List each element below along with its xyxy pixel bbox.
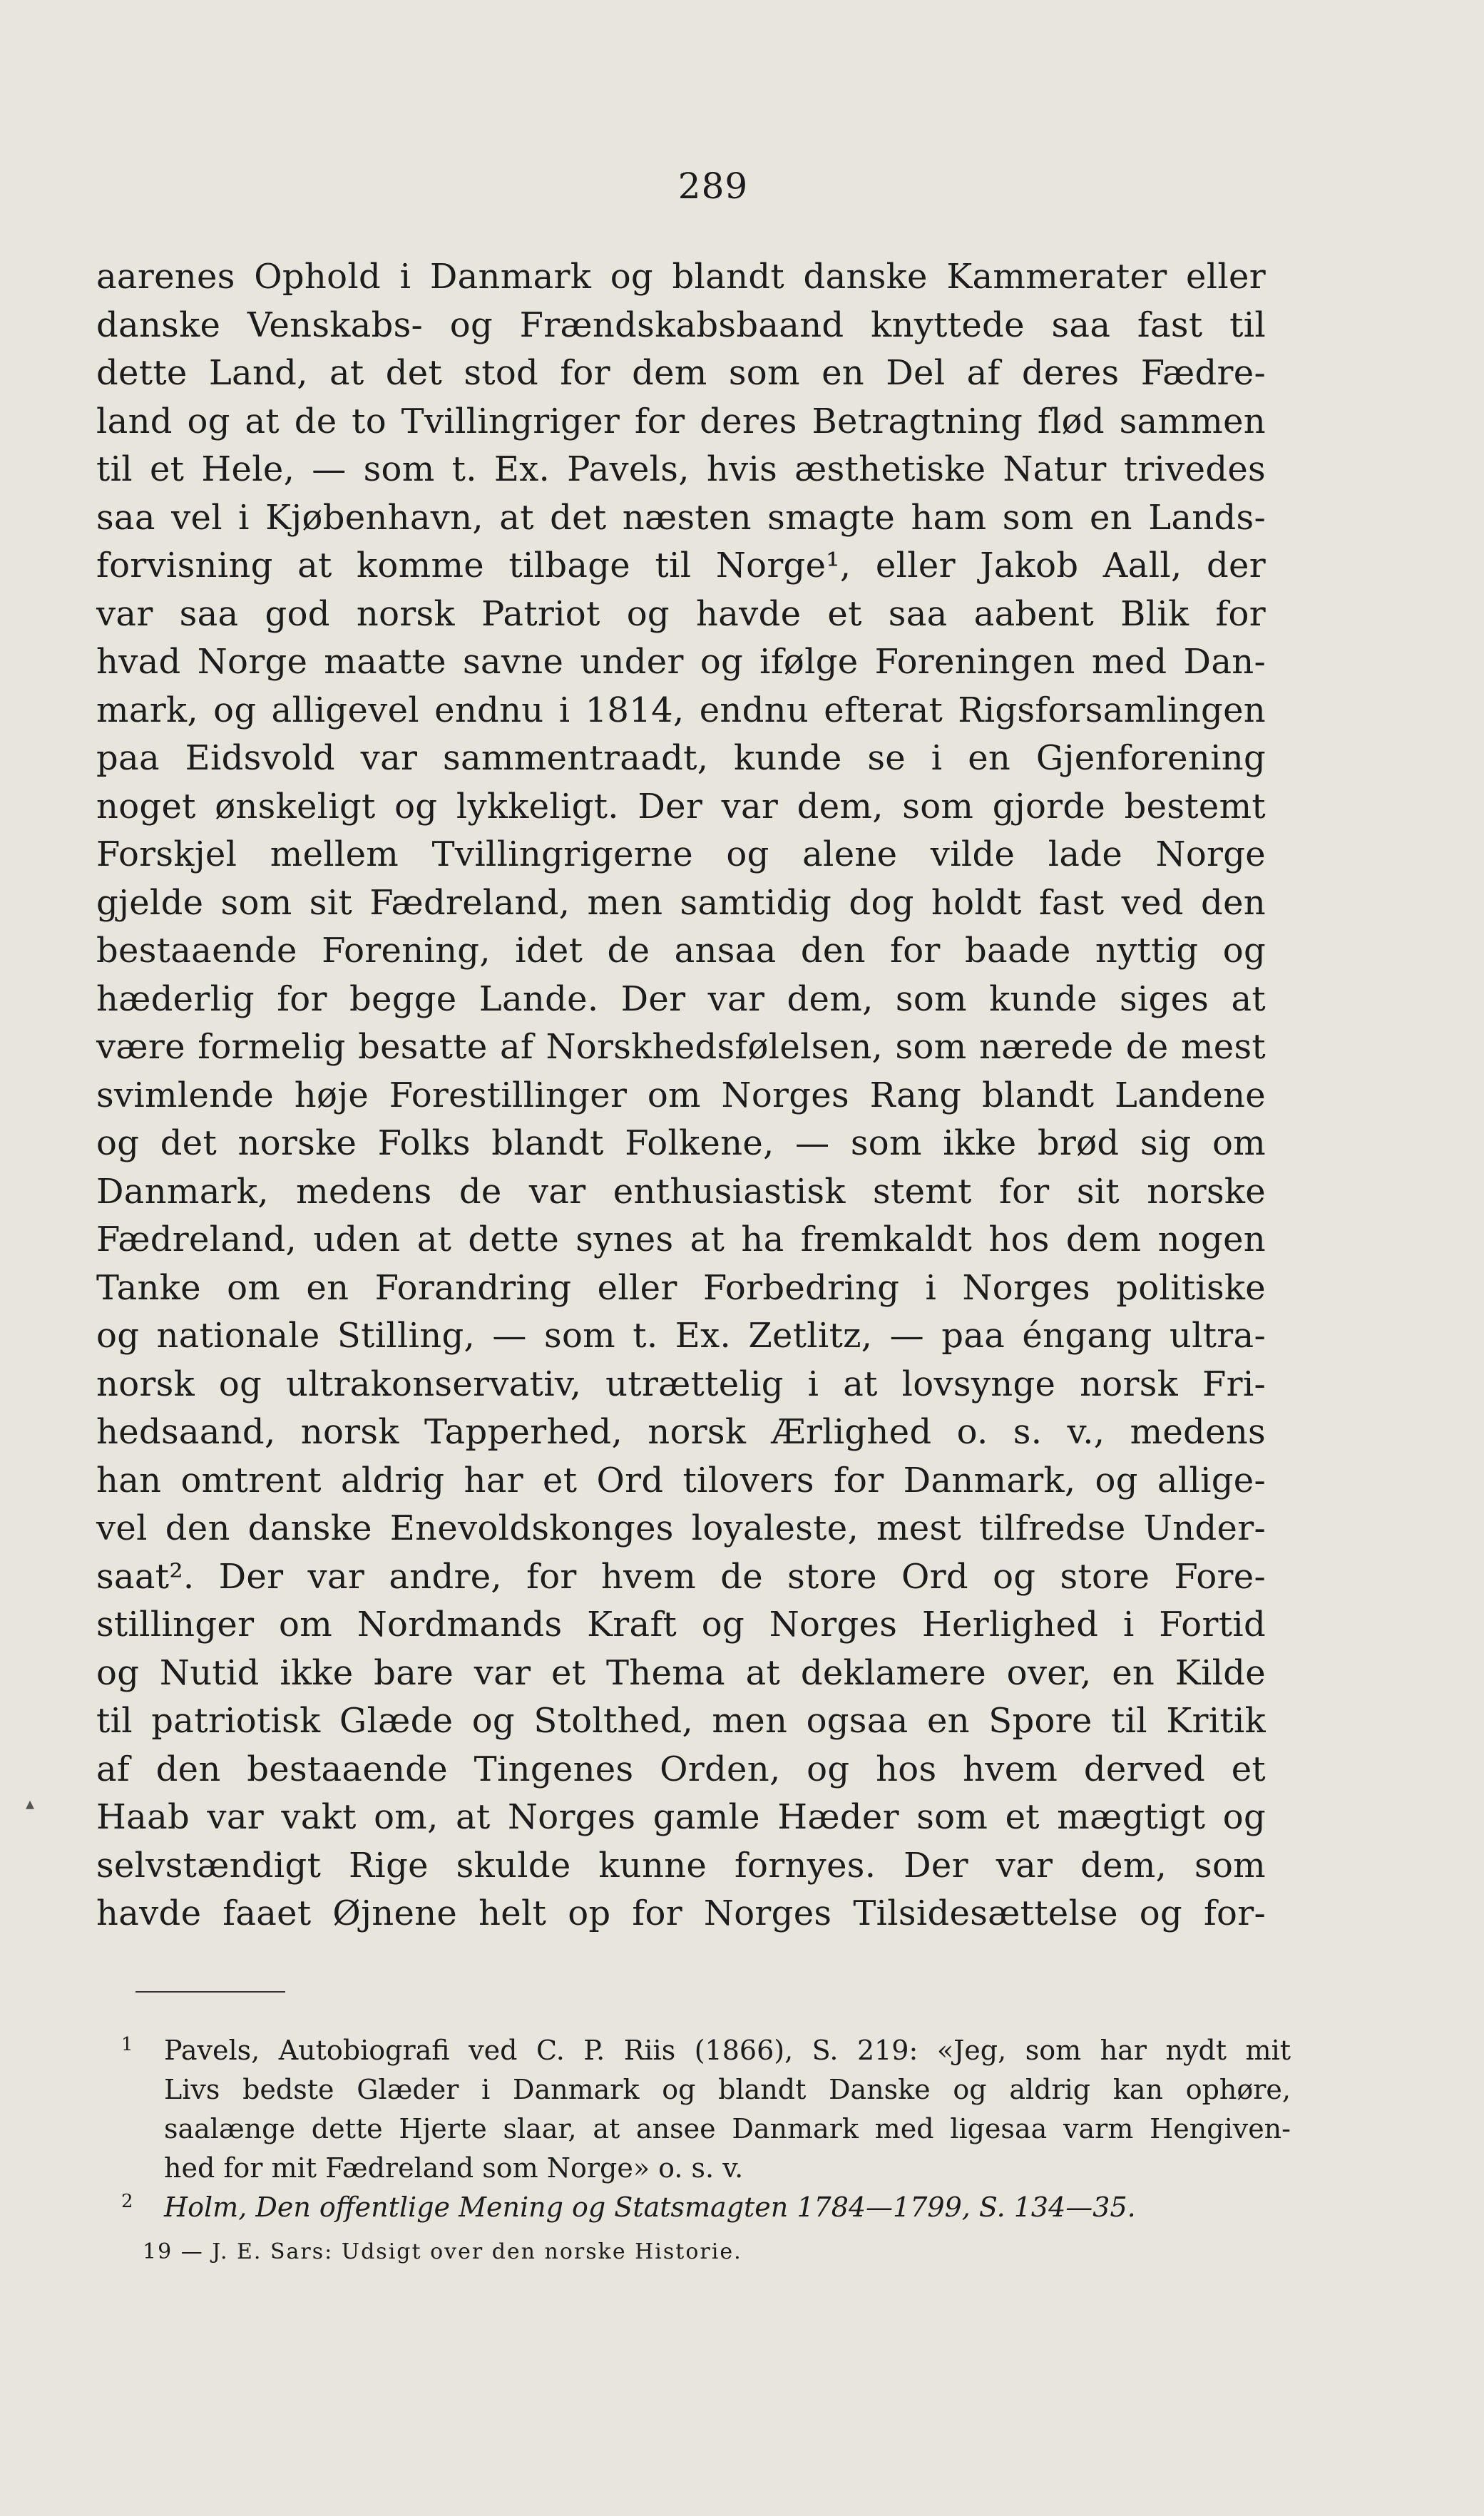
printing-mark: ▴	[26, 1794, 35, 1814]
text-line: til patriotisk Glæde og Stolthed, men ogsaa en Spore til Kritik	[96, 1701, 1266, 1741]
text-line: Forskjel mellem Tvillingrigerne og alene vilde lade Norge	[96, 834, 1266, 874]
text-line: land og at de to Tvillingriger for deres Betragtning flød sammen	[96, 401, 1266, 441]
text-line: stillinger om Nordmands Kraft og Norges Herlighed i Fortid	[96, 1605, 1266, 1645]
text-line: Haab var vakt om, at Norges gamle Hæder som et mægtigt og	[96, 1797, 1266, 1837]
text-line: og nationale Stilling, — som t. Ex. Zetlitz, — paa éngang ultra-	[96, 1316, 1266, 1356]
text-line: hvad Norge maatte savne under og ifølge Foreningen med Dan-	[96, 642, 1266, 682]
text-line: Danmark, medens de var enthusiastisk stemt for sit norske	[96, 1171, 1266, 1212]
text-line: mark, og alligevel endnu i 1814, endnu efterat Rigsforsamlingen	[96, 690, 1266, 730]
text-line: norsk og ultrakonservativ, utrættelig i at lovsynge norsk Fri-	[96, 1364, 1266, 1404]
text-line: og Nutid ikke bare var et Thema at deklamere over, en Kilde	[96, 1652, 1266, 1693]
footnote-1-cont	[121, 2070, 1291, 2110]
text-line: han omtrent aldrig har et Ord tilovers for Danmark, og allige-	[96, 1460, 1266, 1500]
text-line: havde faaet Øjnene helt op for Norges Tilsidesættelse og for-	[96, 1893, 1266, 1933]
footnotes	[121, 2031, 1291, 2227]
signature-line: 19 — J. E. Sars: Udsigt over den norske Historie.	[143, 2239, 742, 2264]
text-line: vel den danske Enevoldskonges loyaleste, mest tilfredse Under-	[96, 1508, 1266, 1548]
footnote-1	[121, 2031, 1291, 2070]
footnote-line: Holm, Den offentlige Mening og Statsmagten 1784—1799, S. 134—35.	[164, 2192, 1136, 2223]
footnote-line: hed for mit Fædreland som Norge» o. s. v.	[164, 2152, 744, 2184]
footnote-line: Pavels, Autobiografi ved C. P. Riis (1866), S. 219: «Jeg, som har nydt mit	[164, 2035, 1291, 2066]
text-line: danske Venskabs- og Frændskabsbaand knyttede saa fast til	[96, 305, 1266, 345]
footnote-divider	[135, 1991, 285, 1993]
text-line: være formelig besatte af Norskhedsfølelsen, som nærede de mest	[96, 1027, 1266, 1067]
text-line: gjelde som sit Fædreland, men samtidig dog holdt fast ved den	[96, 882, 1266, 923]
text-line: Tanke om en Forandring eller Forbedring i Norges politiske	[96, 1267, 1266, 1308]
footnote-marker: 1	[121, 2034, 133, 2055]
page-number: 289	[677, 165, 749, 207]
text-line: til et Hele, — som t. Ex. Pavels, hvis æsthetiske Natur trivedes	[96, 449, 1266, 489]
text-line: paa Eidsvold var sammentraadt, kunde se i en Gjenforening	[96, 738, 1266, 778]
text-line: af den bestaaende Tingenes Orden, og hos hvem derved et	[96, 1749, 1266, 1789]
footnote-1-cont	[121, 2149, 1262, 2188]
text-line: var saa god norsk Patriot og havde et saa aabent Blik for	[96, 593, 1266, 634]
footnote-line: Livs bedste Glæder i Danmark og blandt Danske og aldrig kan ophøre,	[164, 2074, 1291, 2105]
text-line: Fædreland, uden at dette synes at ha fremkaldt hos dem nogen	[96, 1219, 1266, 1259]
text-line: saat². Der var andre, for hvem de store Ord og store Fore-	[96, 1556, 1266, 1597]
footnote-line: saalænge dette Hjerte slaar, at ansee Danmark med ligesaa varm Hengiven-	[164, 2113, 1291, 2144]
text-line: bestaaende Forening, idet de ansaa den for baade nyttig og	[96, 931, 1266, 971]
text-line: hedsaand, norsk Tapperhed, norsk Ærlighed o. s. v., medens	[96, 1412, 1266, 1452]
text-line: noget ønskeligt og lykkeligt. Der var dem, som gjorde bestemt	[96, 786, 1266, 827]
footnote-1-cont	[121, 2110, 1291, 2149]
text-line: dette Land, at det stod for dem som en Del af deres Fædre-	[96, 353, 1266, 393]
text-line: og det norske Folks blandt Folkene, — som ikke brød sig om	[96, 1123, 1266, 1163]
text-line: svimlende høje Forestillinger om Norges Rang blandt Landene	[96, 1075, 1266, 1115]
text-line: hæderlig for begge Lande. Der var dem, som kunde siges at	[96, 978, 1266, 1019]
text-line: saa vel i Kjøbenhavn, at det næsten smagte ham som en Lands-	[96, 497, 1266, 538]
footnote-2	[121, 2188, 1262, 2227]
text-line: aarenes Ophold i Danmark og blandt danske Kammerater eller	[96, 257, 1266, 297]
text-line: selvstændigt Rige skulde kunne fornyes. Der var dem, som	[96, 1845, 1266, 1886]
footnote-marker: 2	[121, 2191, 133, 2212]
text-line: forvisning at komme tilbage til Norge¹, eller Jakob Aall, der	[96, 546, 1266, 585]
body-text	[96, 253, 1266, 1938]
